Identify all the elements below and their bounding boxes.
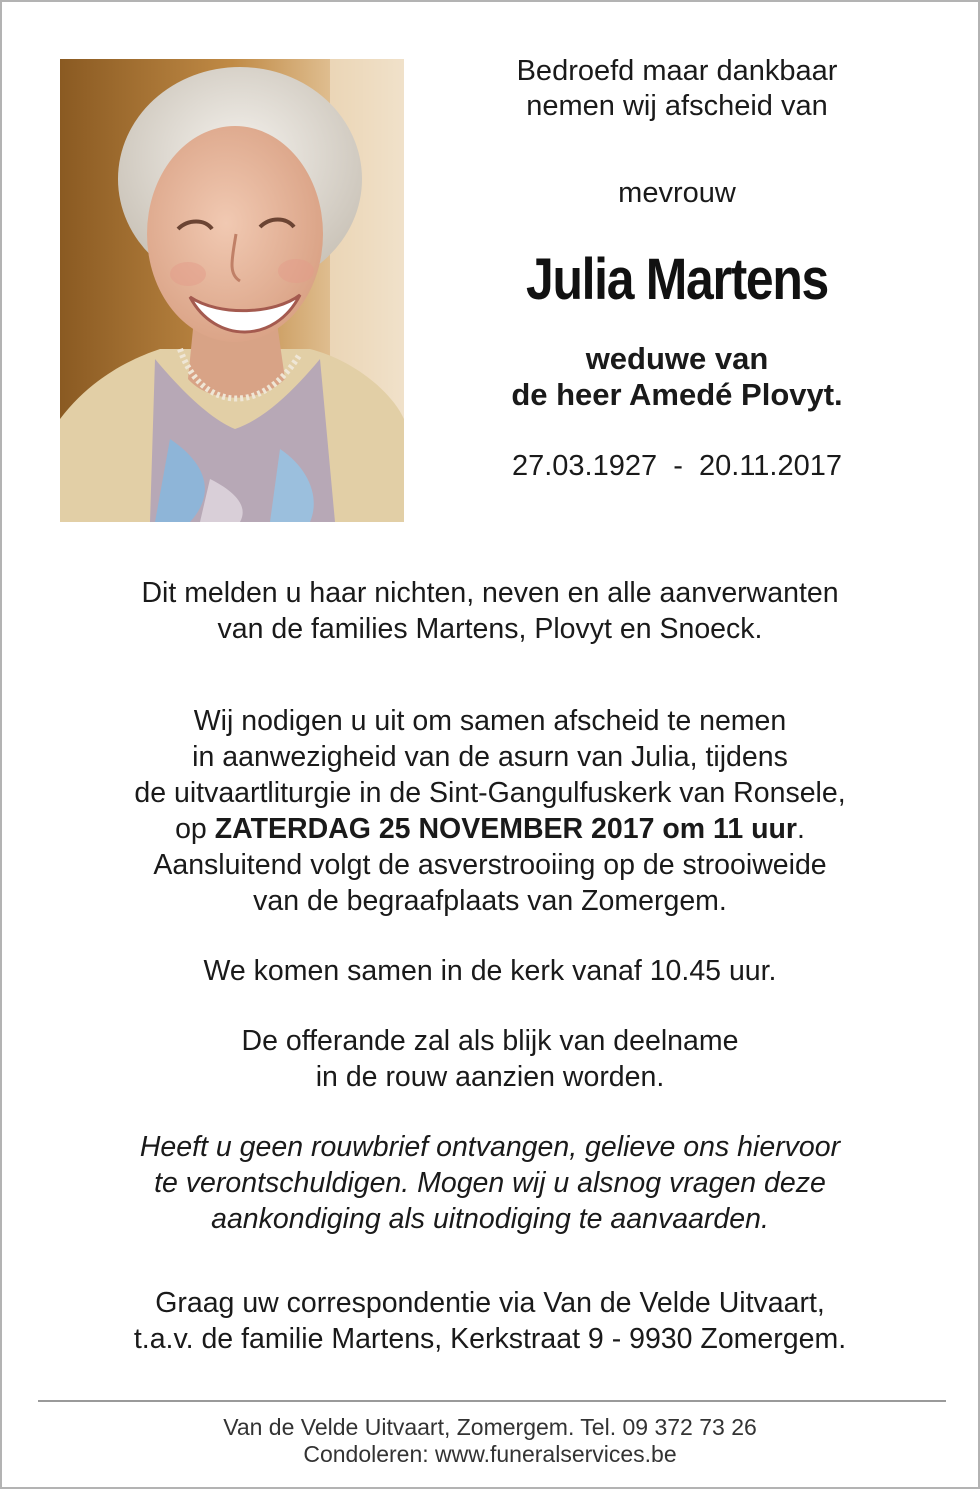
date-prefix: op: [175, 813, 215, 845]
life-dates: 27.03.1927 - 20.11.2017: [511, 450, 843, 482]
condolence-link[interactable]: Condoleren: www.funeralservices.be: [303, 1441, 677, 1467]
offering-paragraph: [62, 1023, 918, 1095]
footer: [62, 1414, 918, 1468]
gathering-line: We komen samen in de kerk vanaf 10.45 uur.: [203, 955, 777, 987]
widow-text: [472, 341, 882, 413]
intro-line: nemen wij afscheid van: [526, 90, 828, 122]
honorific: mevrouw: [618, 177, 736, 209]
portrait-photo: [60, 59, 404, 522]
apology-line: te verontschuldigen. Mogen wij u alsnog vragen deze: [154, 1167, 826, 1199]
correspondence-line: t.a.v. de familie Martens, Kerkstraat 9 - 9930 Zomergem.: [133, 1323, 847, 1355]
birth-date: 27.03.1927: [511, 450, 658, 482]
announcement-line: Dit melden u haar nichten, neven en alle aanverwanten: [141, 577, 839, 609]
date-suffix: .: [797, 813, 805, 845]
invitation-line: in aanwezigheid van de asurn van Julia, tijdens: [192, 741, 788, 773]
ceremony-date: ZATERDAG 25 NOVEMBER 2017 om 11 uur: [214, 813, 797, 845]
header-block: [472, 54, 882, 483]
apology-line: aankondiging als uitnodiging te aanvaarden.: [211, 1203, 769, 1235]
death-date: 20.11.2017: [699, 450, 843, 482]
invitation-line: van de begraafplaats van Zomergem.: [253, 885, 727, 917]
correspondence-paragraph: [62, 1285, 918, 1357]
apology-line: Heeft u geen rouwbrief ontvangen, gelieve ons hiervoor: [139, 1131, 841, 1163]
invitation-line: Wij nodigen u uit om samen afscheid te nemen: [193, 705, 787, 737]
intro-text: [472, 54, 882, 124]
invitation-line: Aansluitend volgt de asverstrooiing op de strooiweide: [153, 849, 827, 881]
widow-line: weduwe van: [585, 341, 769, 376]
offering-line: De offerande zal als blijk van deelname: [241, 1025, 739, 1057]
announcement-paragraph: [62, 575, 918, 647]
funeral-home-line: Van de Velde Uitvaart, Zomergem. Tel. 09 372 73 26: [223, 1414, 757, 1440]
deceased-name: Julia Martens: [525, 247, 829, 312]
correspondence-line: Graag uw correspondentie via Van de Velde Uitvaart,: [155, 1287, 825, 1319]
invitation-paragraph: [62, 703, 918, 919]
announcement-line: van de families Martens, Plovyt en Snoeck.: [217, 613, 763, 645]
invitation-line: de uitvaartliturgie in de Sint-Gangulfuskerk van Ronsele,: [134, 777, 846, 809]
widow-line: de heer Amedé Plovyt.: [511, 377, 843, 412]
footer-divider: [38, 1400, 946, 1402]
intro-line: Bedroefd maar dankbaar: [516, 55, 838, 87]
gathering-paragraph: [62, 953, 918, 989]
offering-line: in de rouw aanzien worden.: [315, 1061, 665, 1093]
body-text: [62, 575, 918, 1357]
apology-paragraph: [62, 1129, 918, 1237]
invitation-line-date: [62, 811, 918, 847]
